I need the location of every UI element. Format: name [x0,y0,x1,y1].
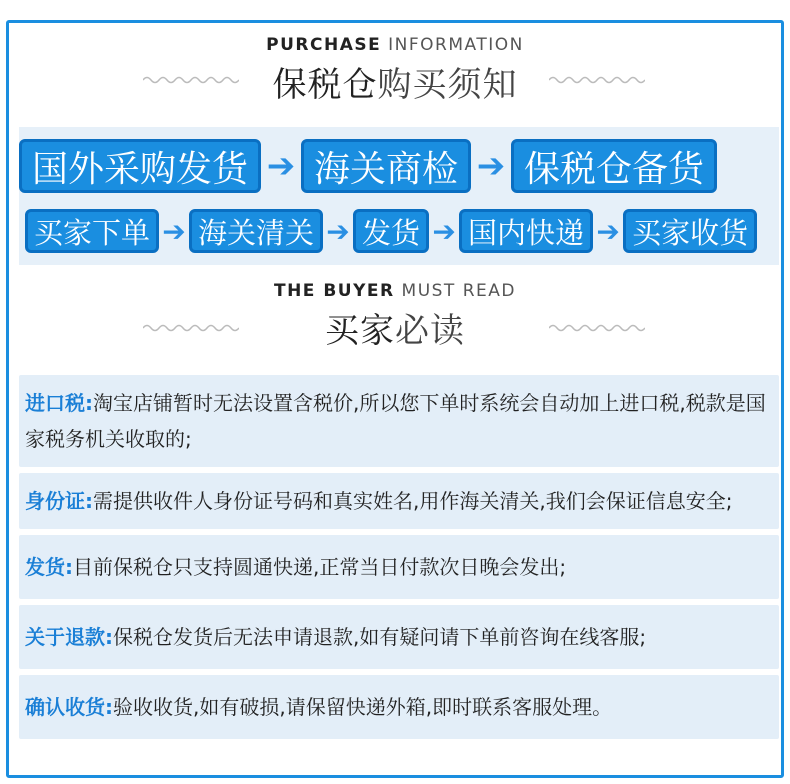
content-frame [6,20,784,778]
arrow-right-icon: ➔ [432,214,456,248]
buyer-title-zh-main: 买家 [325,311,395,351]
arrow-right-icon: ➔ [596,214,620,248]
purchase-info-header [9,35,781,106]
note-key: 身份证: [25,489,93,513]
note-text: 保税仓发货后无法申请退款,如有疑问请下单前咨询在线客服; [113,625,647,649]
arrow-right-icon: ➔ [326,214,350,248]
buyer-title-en-bold: THE BUYER [273,281,395,301]
buyer-title-en-light: MUST READ [401,281,516,301]
flow-step: 保税仓备货 [511,139,717,193]
flow-step: 国外采购发货 [19,139,261,193]
note-refund [19,605,779,669]
purchase-title-en-light: INFORMATION [388,35,524,55]
note-confirm-receipt [19,675,779,739]
purchase-title-en-bold: PURCHASE [266,35,382,55]
note-text: 目前保税仓只支持圆通快递,正常当日付款次日晚会发出; [73,555,567,579]
note-id-card [19,473,779,529]
arrow-right-icon: ➔ [266,146,296,186]
flow-step: 买家下单 [25,209,159,253]
flow-step: 海关清关 [189,209,323,253]
note-shipping [19,535,779,599]
note-text: 验收收货,如有破损,请保留快递外箱,即时联系客服处理。 [113,695,613,719]
wave-decoration-icon [143,323,239,333]
flow-row-2 [25,209,757,253]
note-key: 发货: [25,555,73,579]
flow-step: 国内快递 [459,209,593,253]
flow-step: 海关商检 [301,139,471,193]
wave-decoration-icon [143,75,239,85]
purchase-title-zh-thin: 购买须知 [377,65,518,105]
wave-decoration-icon [549,75,645,85]
flow-step: 买家收货 [623,209,757,253]
buyer-must-read-header [9,281,781,352]
arrow-right-icon: ➔ [162,214,186,248]
wave-decoration-icon [549,323,645,333]
note-text: 淘宝店铺暂时无法设置含税价,所以您下单时系统会自动加上进口税,税款是国家税务机关收取的; [25,391,766,451]
flow-step: 发货 [353,209,429,253]
buyer-title-zh-thin: 必读 [395,311,465,351]
purchase-title-zh-main: 保税仓 [272,65,378,105]
note-key: 确认收货: [25,695,113,719]
note-key: 关于退款: [25,625,113,649]
note-key: 进口税: [25,391,93,415]
flow-row-1 [19,139,717,193]
notes-list [19,375,779,745]
note-import-tax [19,375,779,467]
arrow-right-icon: ➔ [476,146,506,186]
note-text: 需提供收件人身份证号码和真实姓名,用作海关清关,我们会保证信息安全; [93,489,733,513]
